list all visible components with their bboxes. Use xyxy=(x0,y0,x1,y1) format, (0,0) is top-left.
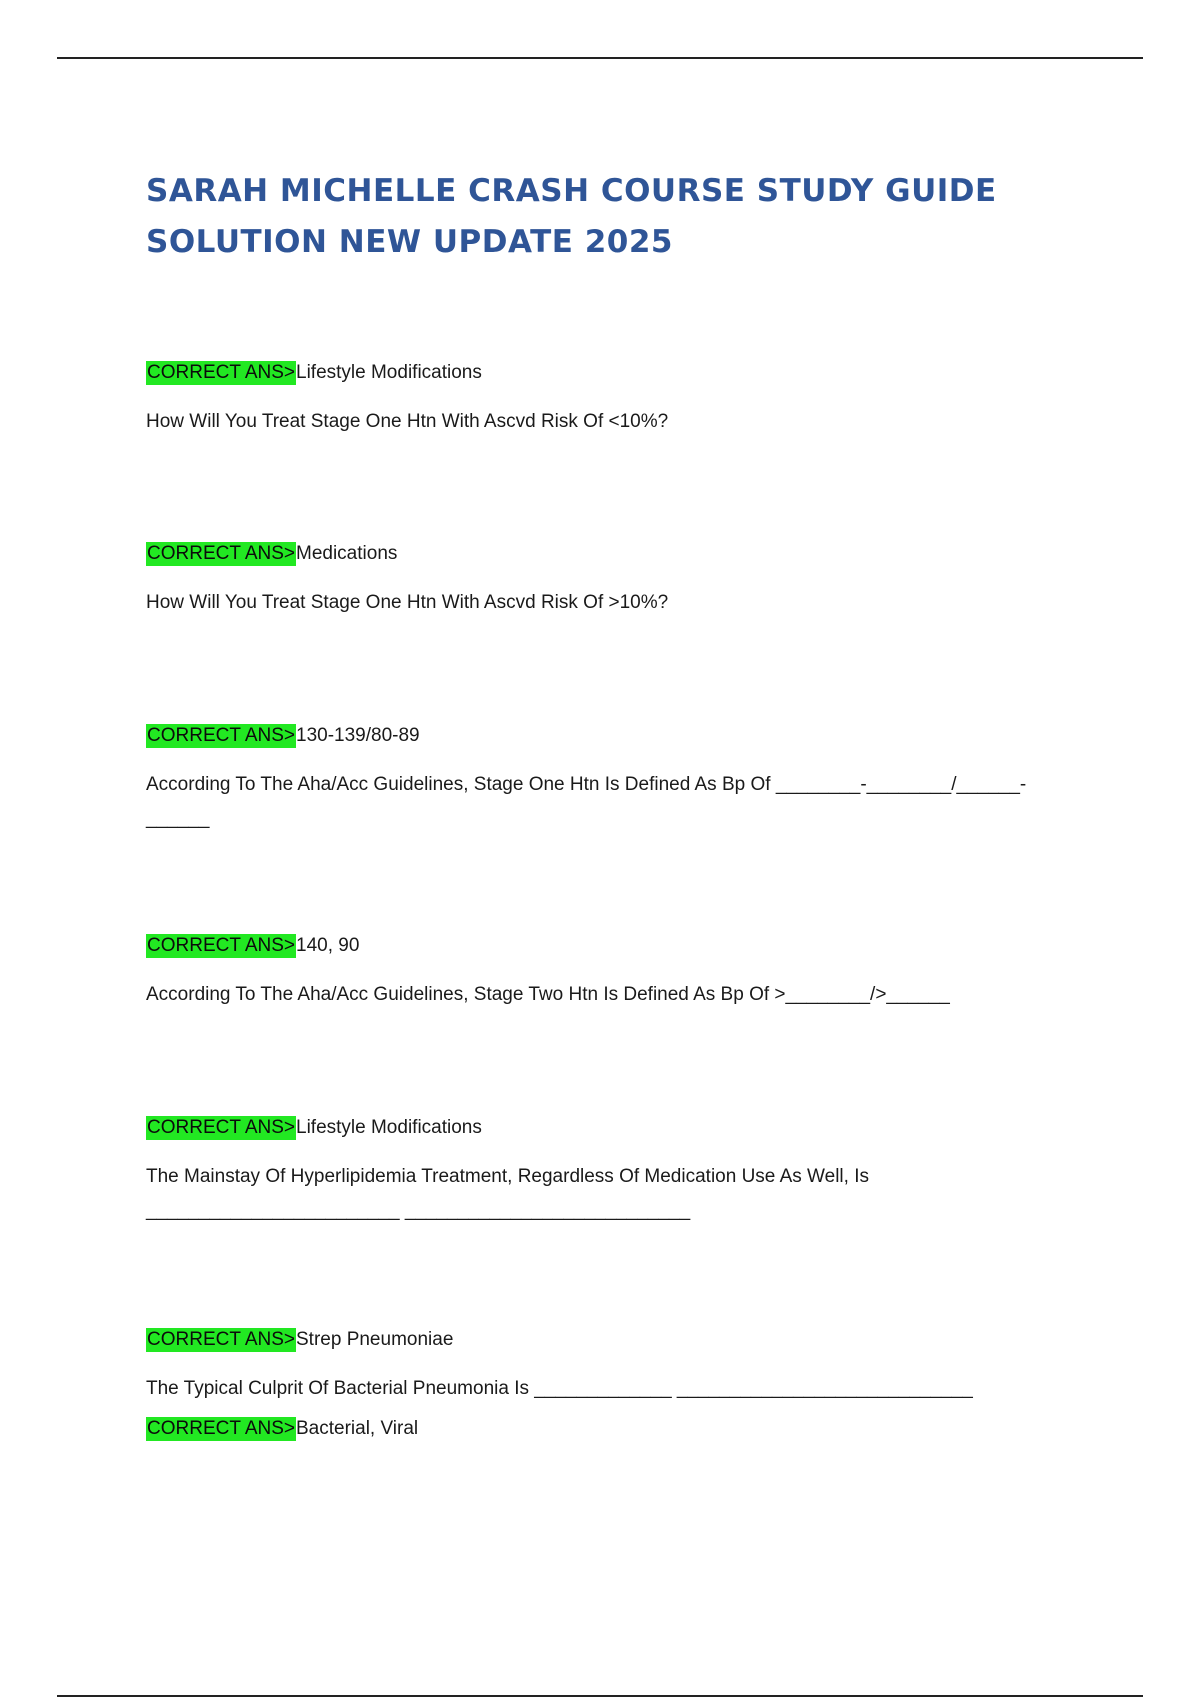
correct-ans-tag: CORRECT ANS> xyxy=(147,1329,295,1350)
answer-text: Bacterial, Viral xyxy=(296,1418,419,1439)
qa-item xyxy=(146,723,1046,836)
answer-line xyxy=(146,541,1046,567)
correct-ans-tag: CORRECT ANS> xyxy=(147,725,295,746)
answer-text: Lifestyle Modifications xyxy=(296,1117,482,1138)
answer-line xyxy=(146,1115,1046,1141)
question-text: The Mainstay Of Hyperlipidemia Treatment, Regardless Of Medication Use As Well, Is ________________________ ___________________________ xyxy=(146,1166,869,1221)
question-text: How Will You Treat Stage One Htn With Ascvd Risk Of <10%? xyxy=(146,411,669,432)
top-rule xyxy=(57,57,1143,59)
qa-item xyxy=(146,933,1046,1012)
answer-text: Lifestyle Modifications xyxy=(296,362,482,383)
qa-item xyxy=(146,360,1046,439)
answer-line xyxy=(146,360,1046,386)
answer-line xyxy=(146,933,1046,959)
correct-ans-tag: CORRECT ANS> xyxy=(147,935,295,956)
bottom-rule xyxy=(57,1695,1143,1697)
answer-line xyxy=(146,723,1046,749)
question-text: According To The Aha/Acc Guidelines, Stage One Htn Is Defined As Bp Of ________-________/______- ______ xyxy=(146,774,1027,829)
qa-item xyxy=(146,1115,1046,1228)
answer-line xyxy=(146,1416,1046,1442)
answer-text: 130-139/80-89 xyxy=(296,725,420,746)
question-text: The Typical Culprit Of Bacterial Pneumonia Is _____________ ____________________________ xyxy=(146,1378,973,1399)
qa-item xyxy=(146,1416,1046,1442)
qa-item xyxy=(146,1327,1046,1406)
correct-ans-tag: CORRECT ANS> xyxy=(147,1418,295,1439)
correct-ans-tag: CORRECT ANS> xyxy=(147,362,295,383)
question-text: How Will You Treat Stage One Htn With Ascvd Risk Of >10%? xyxy=(146,592,669,613)
answer-text: Medications xyxy=(296,543,398,564)
correct-ans-tag: CORRECT ANS> xyxy=(147,543,295,564)
answer-text: 140, 90 xyxy=(296,935,360,956)
question-text: According To The Aha/Acc Guidelines, Stage Two Htn Is Defined As Bp Of >________/>______ xyxy=(146,984,950,1005)
answer-line xyxy=(146,1327,1046,1353)
document-title: SARAH MICHELLE CRASH COURSE STUDY GUIDE SOLUTION NEW UPDATE 2025 xyxy=(146,173,997,260)
qa-item xyxy=(146,541,1046,620)
correct-ans-tag: CORRECT ANS> xyxy=(147,1117,295,1138)
answer-text: Strep Pneumoniae xyxy=(296,1329,454,1350)
